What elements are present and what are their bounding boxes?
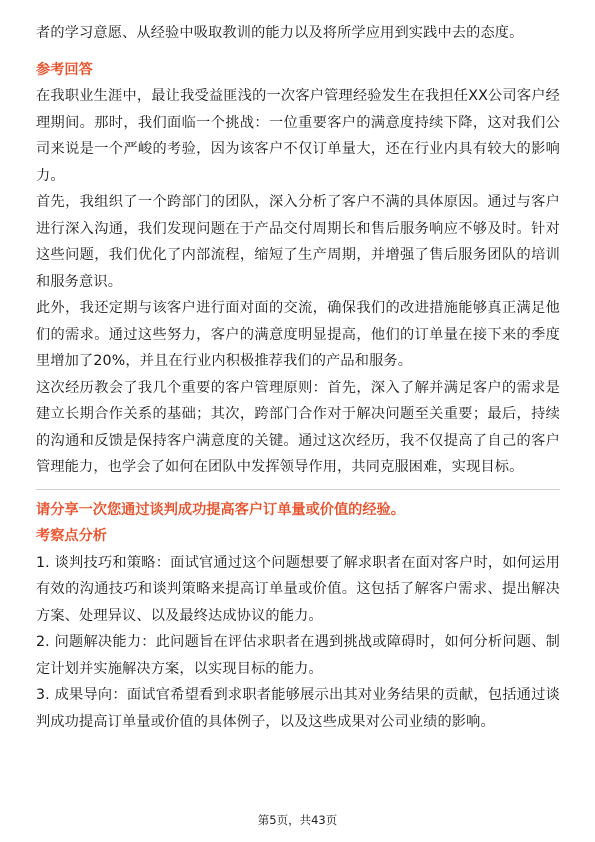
page-content [36,20,560,735]
question-title: 请分享一次您通过谈判成功提高客户订单量或价值的经验。 [36,501,405,518]
analysis-item: 3. 成果导向：面试官希望看到求职者能够展示出其对业务结果的贡献，包括通过谈判成功提高订单量或价值的具体例子，以及这些成果对公司业绩的影响。 [36,687,560,730]
section-divider [36,489,560,490]
analysis-heading: 考察点分析 [36,528,107,544]
analysis-item: 1. 谈判技巧和策略：面试官通过这个问题想要了解求职者在面对客户时，如何运用有效的沟通技巧和谈判策略来提高订单量或价值。这包括了解客户需求、提出解决方案、处理异议、以及最终达成协议的能力。 [36,554,560,624]
answer-heading: 参考回答 [36,61,93,78]
answer-paragraph: 这次经历教会了我几个重要的客户管理原则：首先，深入了解并满足客户的需求是建立长期合作关系的基础；其次，跨部门合作对于解决问题至关重要；最后，持续的沟通和反馈是保持客户满意度的关键。通过这次经历，我不仅提高了自己的客户管理能力，也学会了如何在团队中发挥领导作用，共同克服困难，实现目标。 [36,379,560,475]
intro-tail-text: 者的学习意愿、从经验中吸取教训的能力以及将所学应用到实践中去的态度。 [36,25,524,41]
analysis-item: 2. 问题解决能力：此问题旨在评估求职者在遇到挑战或障碍时，如何分析问题、制定计划并实施解决方案，以实现目标的能力。 [36,634,560,677]
page-number: 第5页，共43页 [257,813,338,827]
answer-paragraph: 此外，我还定期与该客户进行面对面的交流，确保我们的改进措施能够真正满足他们的需求。通过这些努力，客户的满意度明显提高，他们的订单量在接下来的季度里增加了20%，并且在行业内积极推荐我们的产品和服务。 [36,300,560,369]
answer-paragraph: 首先，我组织了一个跨部门的团队，深入分析了客户不满的具体原因。通过与客户进行深入沟通，我们发现问题在于产品交付周期长和售后服务响应不够及时。针对这些问题，我们优化了内部流程，缩短了生产周期，并增强了售后服务团队的培训和服务意识。 [36,194,560,290]
answer-paragraph: 在我职业生涯中，最让我受益匪浅的一次客户管理经验发生在我担任XX公司客户经理期间。那时，我们面临一个挑战：一位重要客户的满意度持续下降，这对我们公司来说是一个严峻的考验，因为该客户不仅订单量大，还在行业内具有较大的影响力。 [36,88,560,184]
